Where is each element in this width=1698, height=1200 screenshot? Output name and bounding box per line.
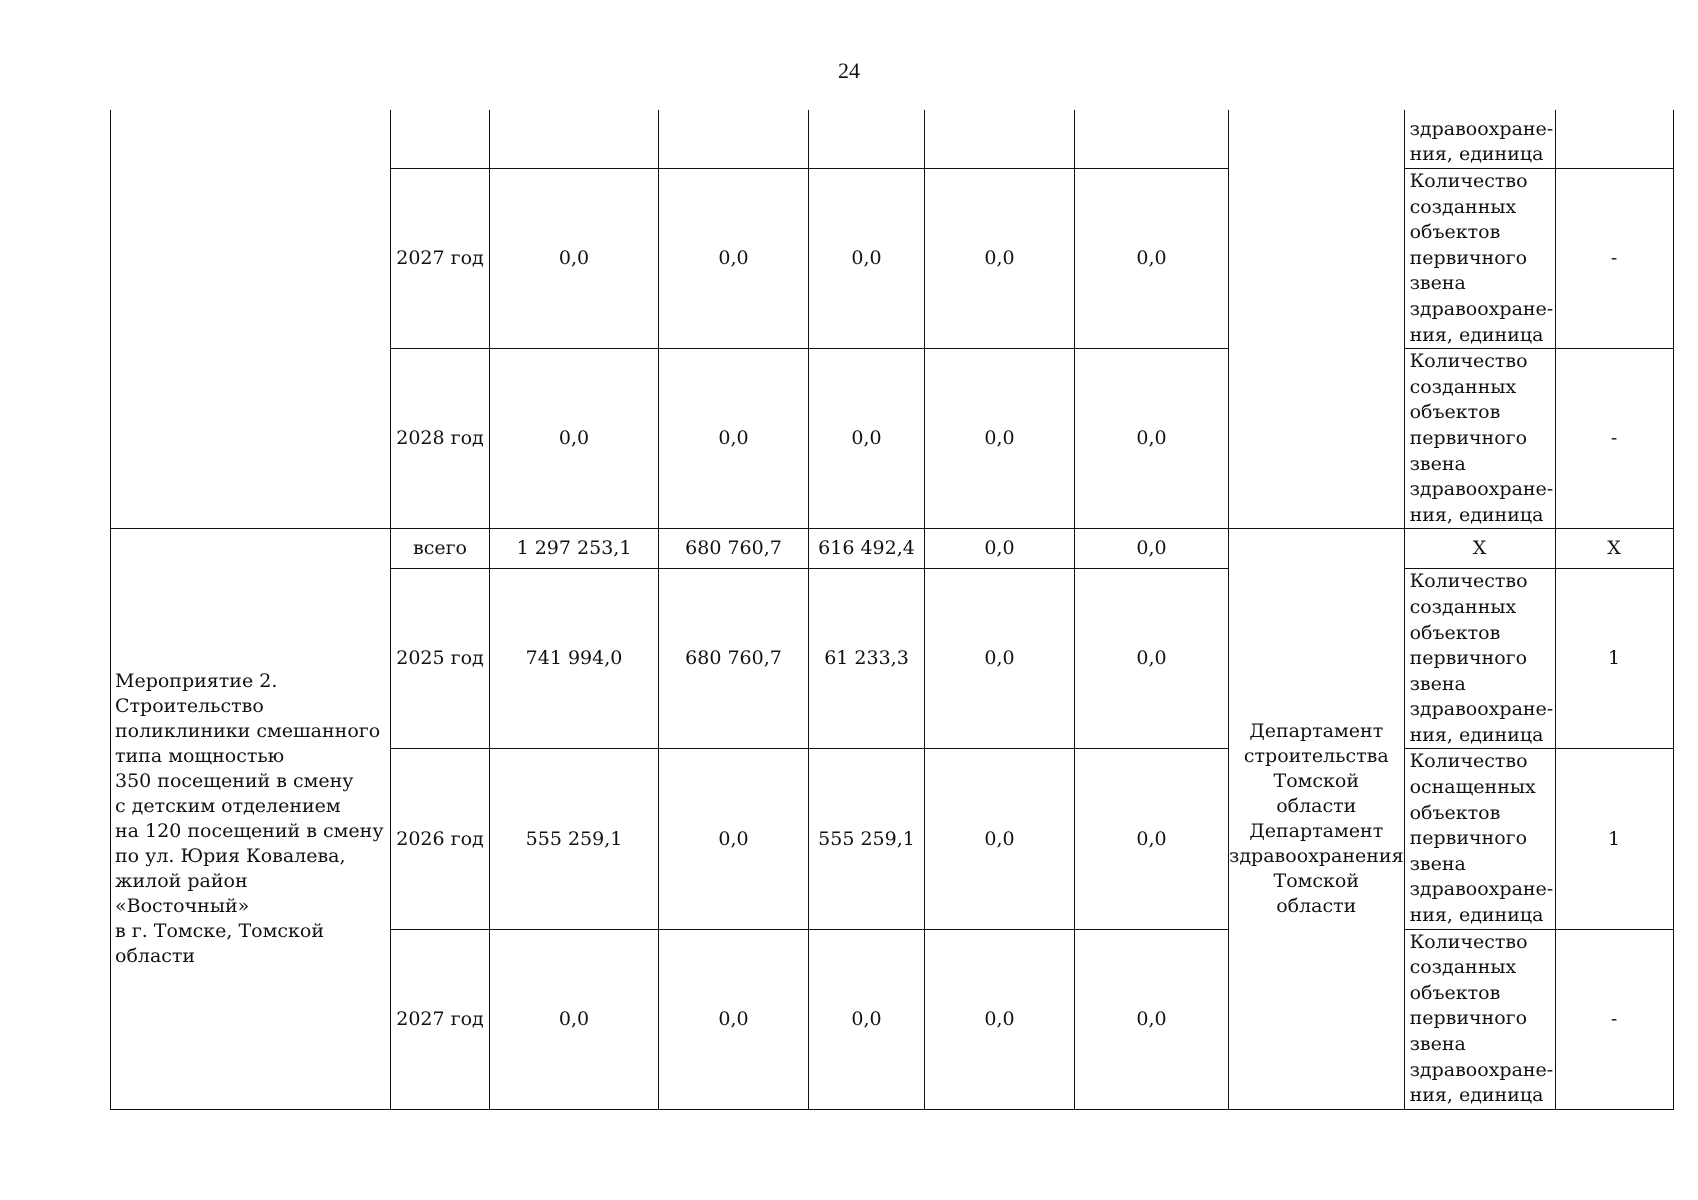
responsible-cell-continued [1229,110,1405,529]
value-cell [490,110,659,169]
indicator-value-cell: - [1555,169,1673,349]
value-cell: 0,0 [659,349,809,529]
value-cell: 741 994,0 [490,569,659,749]
indicator-value-cell [1555,110,1673,169]
indicator-cell: Количество созданных объектов первичного звена здравоохране- ния, единица [1404,349,1555,529]
value-cell [1075,110,1229,169]
budget-table [110,110,1674,1110]
value-cell: 0,0 [659,929,809,1109]
value-cell [809,110,925,169]
value-cell: 680 760,7 [659,529,809,569]
value-cell: 0,0 [925,529,1075,569]
value-cell [659,110,809,169]
value-cell: 0,0 [809,349,925,529]
value-cell: 0,0 [1075,169,1229,349]
value-cell: 0,0 [1075,929,1229,1109]
indicator-value-cell: 1 [1555,749,1673,929]
period-cell: 2028 год [391,349,490,529]
value-cell: 0,0 [1075,529,1229,569]
value-cell: 0,0 [1075,349,1229,529]
value-cell: 0,0 [925,929,1075,1109]
value-cell: 0,0 [490,349,659,529]
period-cell [391,110,490,169]
value-cell: 0,0 [1075,569,1229,749]
value-cell: 0,0 [659,749,809,929]
indicator-cell: Количество оснащенных объектов первичного звена здравоохране- ния, единица [1404,749,1555,929]
page-number: 24 [838,58,860,83]
indicator-cell: Количество созданных объектов первичного звена здравоохране- ния, единица [1404,929,1555,1109]
period-cell: 2025 год [391,569,490,749]
indicator-cell: Количество созданных объектов первичного звена здравоохране- ния, единица [1404,169,1555,349]
indicator-value-cell: - [1555,929,1673,1109]
indicator-cell: Количество созданных объектов первичного звена здравоохране- ния, единица [1404,569,1555,749]
indicator-cell: Х [1404,529,1555,569]
responsible-cell: Департамент строительства Томской области Департамент здравоохранения Томской области [1229,529,1405,1109]
value-cell: 1 297 253,1 [490,529,659,569]
value-cell: 555 259,1 [809,749,925,929]
value-cell: 616 492,4 [809,529,925,569]
value-cell: 680 760,7 [659,569,809,749]
value-cell: 0,0 [809,929,925,1109]
event-cell-continued [111,110,391,529]
period-cell: всего [391,529,490,569]
value-cell: 61 233,3 [809,569,925,749]
value-cell: 0,0 [809,169,925,349]
value-cell: 0,0 [1075,749,1229,929]
period-cell: 2027 год [391,929,490,1109]
indicator-cell: здравоохране- ния, единица [1404,110,1555,169]
period-cell: 2027 год [391,169,490,349]
indicator-value-cell: Х [1555,529,1673,569]
value-cell: 0,0 [925,569,1075,749]
indicator-value-cell: 1 [1555,569,1673,749]
value-cell: 0,0 [490,929,659,1109]
value-cell: 0,0 [925,169,1075,349]
value-cell [925,110,1075,169]
indicator-value-cell: - [1555,349,1673,529]
table-row [111,529,1674,569]
value-cell: 0,0 [490,169,659,349]
period-cell: 2026 год [391,749,490,929]
value-cell: 0,0 [659,169,809,349]
event-name-cell: Мероприятие 2. Строительство поликлиники смешанного типа мощностью 350 посещений в смену с детским отделением на 120 посещений в смену по ул. Юрия Ковалева, жилой район «Восточный» в г. Томске, Томской области [111,529,391,1109]
value-cell: 555 259,1 [490,749,659,929]
value-cell: 0,0 [925,749,1075,929]
value-cell: 0,0 [925,349,1075,529]
table-row [111,110,1674,169]
